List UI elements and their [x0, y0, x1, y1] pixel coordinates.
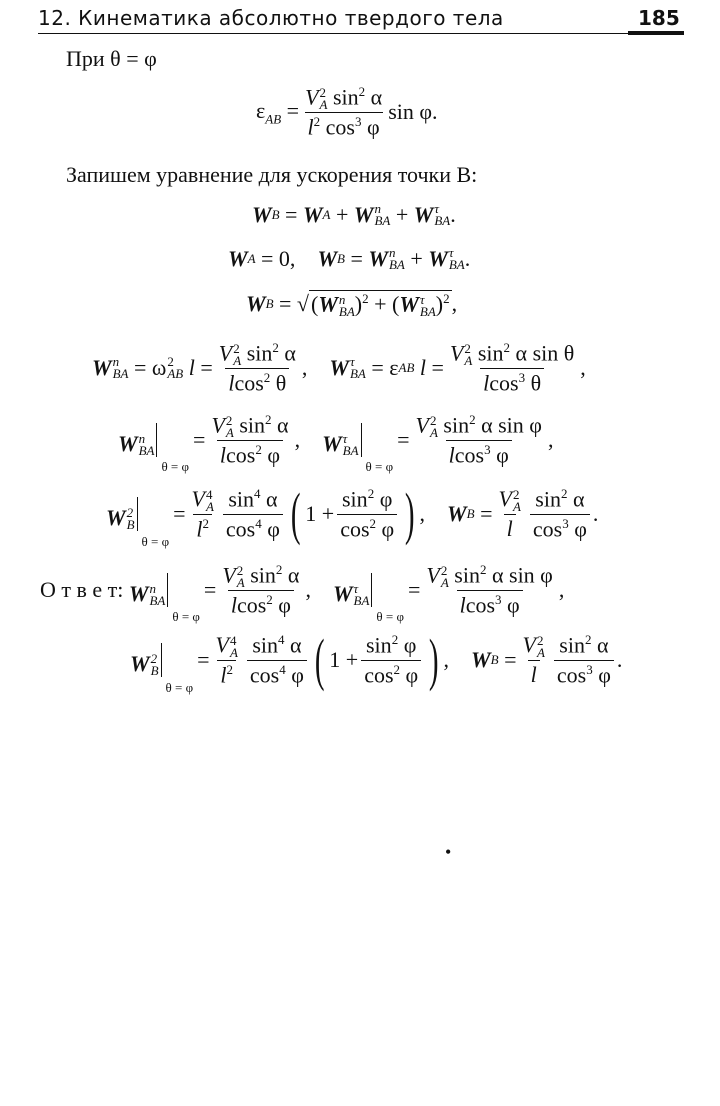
header-rule: [38, 33, 628, 34]
page-number: 185: [638, 6, 680, 30]
answer-line-1: О т в е т: W n BA θ = φ = V 2 A $\sin^2 \alpha$ lcos$^2$ φ , W τ BA θ = φ = V 2 A $\sin^2 \alpha$ sin φ lcos$^3$ φ ,: [40, 562, 565, 624]
header-rule-accent: [628, 31, 684, 35]
equation-epsilon-ab: $\varepsilon_{AB}$ = V 2 A $\sin^2 \alpha$ $l^2$ $\cos^3 \varphi$ sin φ.: [256, 84, 438, 140]
equation-wa-zero: W A = 0, W B = W n BA + W τ BA .: [228, 245, 471, 272]
equation-wb-sum: W B = W A + W n BA + W τ BA .: [252, 201, 456, 228]
answer-label: О т в е т:: [40, 577, 124, 603]
running-header: 12. Кинематика абсолютно твердого тела: [38, 6, 504, 30]
answer-line-2: W 2 B θ = φ = V 4 A $l^2$ $\frac{\sin^4 \alpha}{\cos^4 \varphi}$ ( 1 + $\frac{\sin^2 \varphi}{\cos^2 \varphi}$ ) , W B = V 2 A l $\frac{\sin^2 \alpha}{\cos^3 \varphi}$ .: [130, 627, 623, 695]
section-text: Запишем уравнение для ускорения точки B:: [66, 162, 478, 187]
equation-wb-squared: W 2 B θ = φ = V 4 A $l^2$ $\frac{\sin^4 \alpha}{\cos^4 \varphi}$ ( 1 + $\frac{\sin^2 \varphi}{\cos^2 \varphi}$ ) , W B = V 2 A l $\frac{\sin^2 \alpha}{\cos^3 \varphi}$ .: [106, 481, 599, 549]
equation-components-general: W n BA = ω 2 AB l = V 2 A $\sin^2 \alpha$ lcos$^2$ θ , W τ BA = ε AB l = V 2 A $\sin^2 \alpha$ sin θ lcos$^3$ θ ,: [92, 340, 586, 396]
equation-wb-magnitude: W B = √ (W n BA )$^2$ + (W τ BA )$^2$ ,: [246, 291, 458, 320]
end-mark: •: [445, 842, 452, 862]
intro-text: При θ = φ: [66, 46, 157, 71]
equation-components-at-phi: W n BA θ = φ = V 2 A $\sin^2 \alpha$ lcos$^2$ φ , W τ BA θ = φ = V 2 A $\sin^2 \alpha$ sin φ lcos$^3$ φ ,: [118, 412, 554, 474]
